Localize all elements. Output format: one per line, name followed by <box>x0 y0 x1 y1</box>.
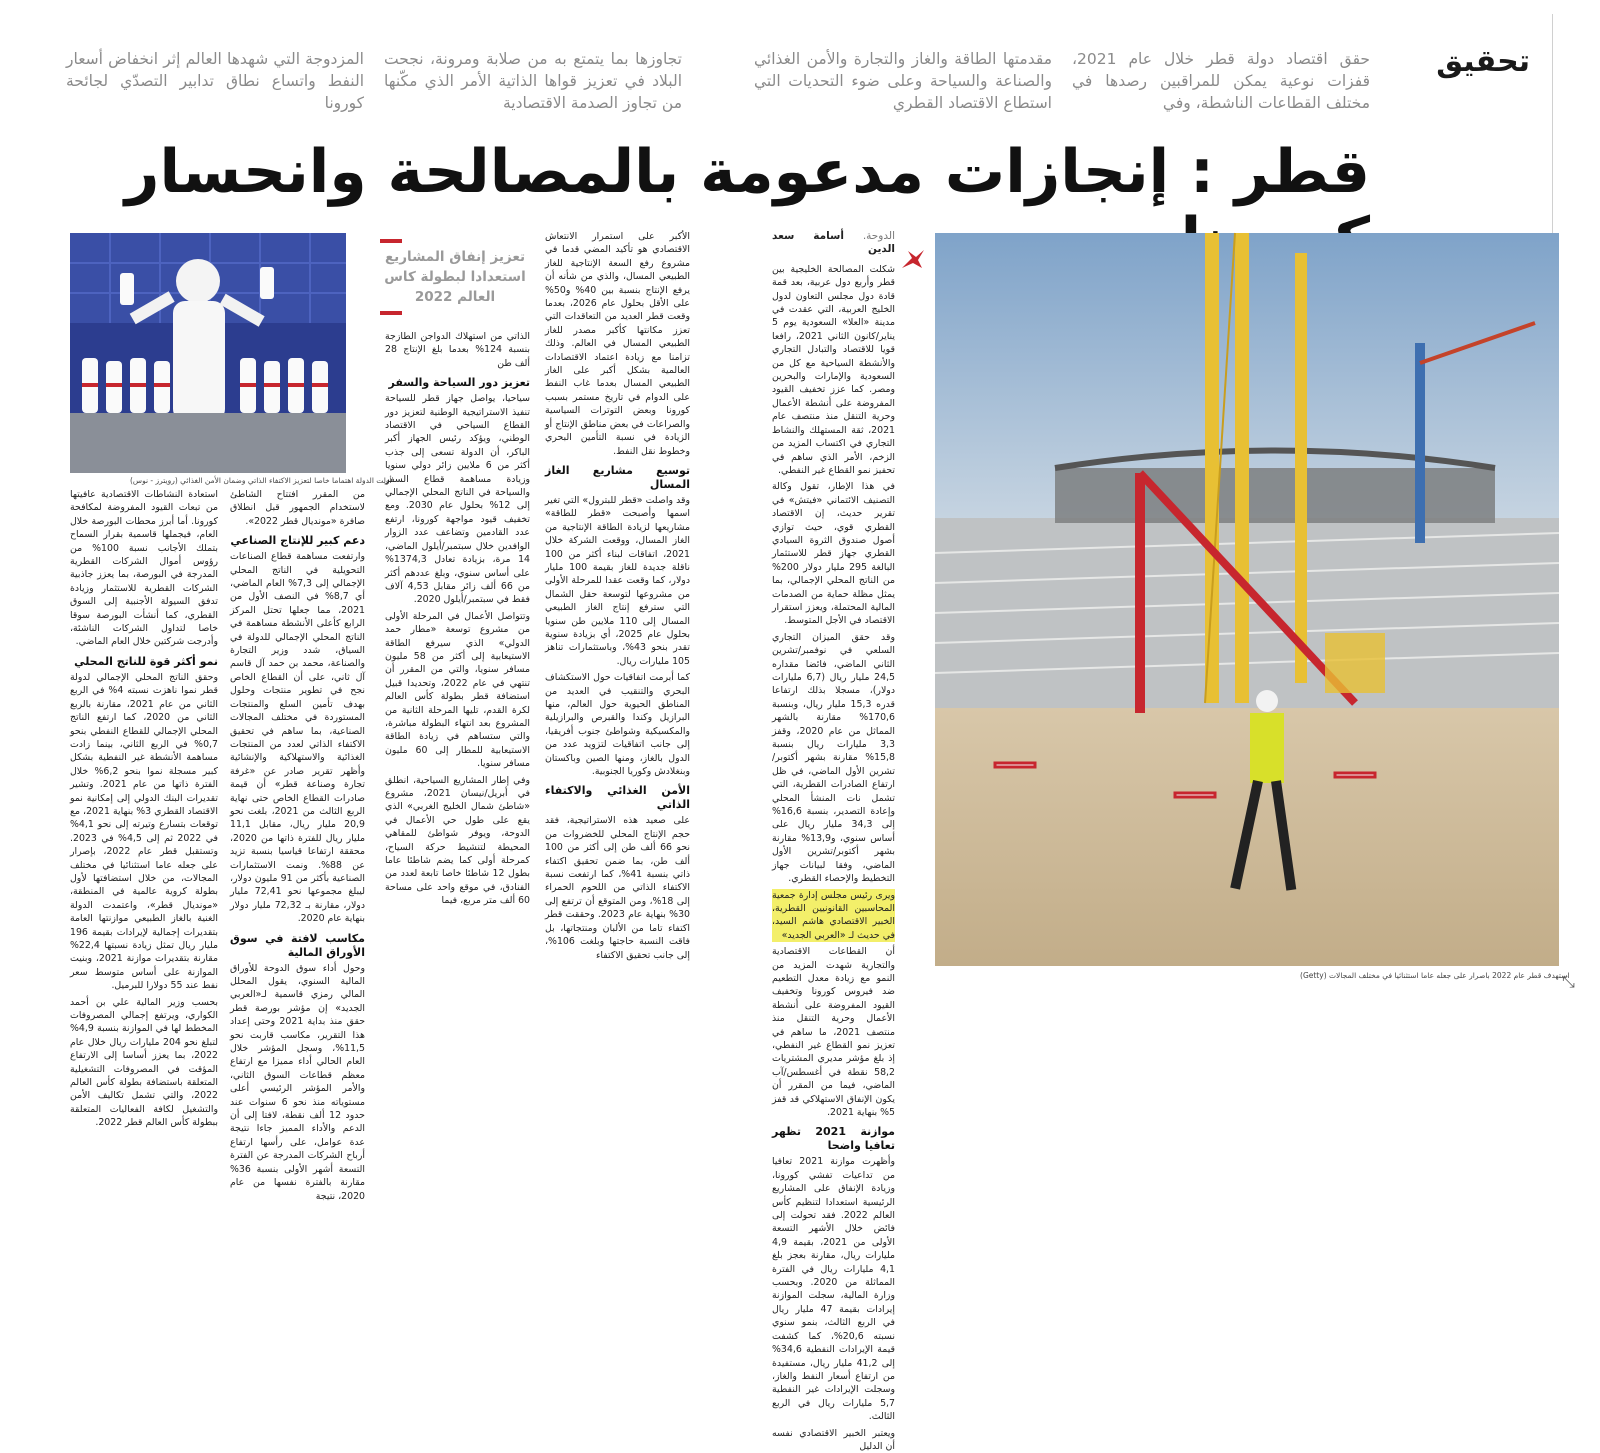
paragraph: وارتفعت مساهمة قطاع الصناعات التحويلية في الناتج المحلي الإجمالي إلى 7,3% العام الماضي، أي 8,7% في النصف الأول من 2021، مما جعلها تحتل المركز الرابع كأعلى الأنشطة مساهمة في الناتج المحلي الإجمالي للدولة في السياق، شدد وزير التجارة والصناعة، محمد بن حمد آل قاسم آل ثاني، على أن القطاع الخاص نجح في تطوير منتجات وحلول بهدف تأمين السلع والمنتجات المستوردة في مختلف المجالات الصناعية، بما ساهم في تحقيق الاكتفاء الذاتي لعدد من المنتجات الغذائية والاستهلاكية والإنشائية وأظهر تقرير صادر عن «غرفة تجارة وصناعة قطر» أن قيمة صادرات القطاع الخاص حتى نهاية الربع الثالث من 2021، بلغت نحو 20,9 مليار ريال، مقابل 11,1 مليار ريال للفترة ذاتها من 2020، محققة ارتفاعا قياسيا بنسبة تزيد عن 88%. ونمت الاستثمارات الصناعية بأكثر من 91 مليون دولار، ليبلغ مجموعها نحو 72,41 مليار دولار، مقارنة بـ 72,32 مليار دولار بنهاية عام 2020. <box>230 551 365 925</box>
subheading: موازنة 2021 تظهر تعافيا واضحا <box>772 1125 895 1153</box>
subheading: تعزيز دور السياحة والسفر <box>388 376 530 390</box>
byline <box>772 230 895 257</box>
paragraph: سياحيا، يواصل جهاز قطر للسياحة تنفيذ الاستراتيجية الوطنية لتعزيز دور القطاع السياحي في الاقتصاد الوطني، ويؤكد رئيس الجهاز أكبر الباكر، أن الدولة تسعى إلى جذب أكثر من 6 ملايين زائر دولي سنويا وزيادة مساهمة قطاع السفر والسياحة في الناتج المحلي الإجمالي إلى 12% بحلول عام 2030. ومع تخفيف قيود مواجهة كورونا، ارتفع عدد القادمين وتضاعف عدد الزوار الوافدين خلال سبتمبر/أيلول الماضي، 14 مرة، بزيادة تعادل 1374,3% على أساس سنوي، وبلغ عددهم أكثر من 66 ألف زائر مقابل 4,53 آلاف فقط في سبتمبر/أيلول 2020. <box>385 393 531 606</box>
article-column-1 <box>772 230 896 1452</box>
factory-photo-caption: أولت الدولة اهتماما خاصا لتعزيز الاكتفاء الذاتي وضمان الأمن الغذائي (رويترز - نوس) <box>130 476 392 485</box>
paragraph: على صعيد هذه الاستراتيجية، فقد حجم الإنتاج المحلي للخضروات من نحو 66 ألف طن إلى أكثر من 100 ألف طن، بما ضمن تحقيق اكتفاء ذاتي بنسبة 41%، كما ارتفعت نسبة الاكتفاء الذاتي من اللحوم الحمراء إلى 18%، ومن المتوقع أن ترتفع إلى 30% بنهاية عام 2023. وحققت قطر اكتفاء تاما من الألبان ومنتجاتها، بل فاقت النسبة حاجتها وبلغت 106%، إلى جانب تحقيق الاكتفاء <box>545 815 691 961</box>
paragraph: أن القطاعات الاقتصادية والتجارية شهدت المزيد من النمو مع زيادة معدل التطعيم ضد فيروس كورونا وتخفيف القيود المفروضة على أنشطة الأعمال وحرية التنقل منذ منتصف 2021، ما ساهم في تعزيز نمو القطاع غير النفطي، إذ بلغ مؤشر مديري المشتريات 58,2 نقطة في أغسطس/آب الماضي، فيما من المقرر أن يكون الإنفاق الاستهلاكي قد قفز 5% بنهاية 2021. <box>772 946 895 1118</box>
article-column-4 <box>230 488 366 1202</box>
highlighted-quote: ويرى رئيس مجلس إدارة جمعية المحاسبين القانونيين القطرية، الخبير الاقتصادي هاشم السيد، في حديث لـ «العربي الجديد» <box>772 889 895 941</box>
paragraph: وحول أداء سوق الدوحة للأوراق المالية السنوي، يقول المحلل المالي رمزي قاسمية لـ«العربي الجديد» إن مؤشر بورصة قطر حقق منذ بداية 2021 وحتى إعداد هذا التقرير، مكاسب قاربت نحو 11,5%، وسجل المؤشر خلال العام الحالي أداء مميزا مع ارتفاع معظم قطاعات السوق الثاني، والأمر المؤشر الرئيسي أعلى مستوياته منذ نحو 6 سنوات عند حدود 12 ألف نقطة، لافتا إلى أن الدعم والأداء المميز جاءا نتيجة عدة عوامل، على رأسها ارتفاع أرباح الشركات المدرجة عن الفترة التسعة أشهر الأولى بنسبة 36% مقارنة بالفترة نفسها من عام 2020، نتيجة <box>230 962 366 1202</box>
pull-quote <box>380 235 530 319</box>
pull-quote-bottom-bar <box>380 311 402 315</box>
paragraph: وتتواصل الأعمال في المرحلة الأولى من مشروع توسعة «مطار حمد الدولي» الذي سيرفع الطاقة الاستيعابية إلى أكثر من 58 مليون مسافر سنويا، والتي من المقرر أن تنتهي في عام 2022، وتحديدا قبيل استضافة قطر بطولة كأس العالم لكرة القدم، تليها المرحلة الثانية من المشروع بعد انتهاء البطولة مباشرة، والتي ستساهم في زيادة الطاقة الاستيعابية للمطار إلى 60 مليون مسافر سنويا. <box>385 610 530 770</box>
paragraph: ويعتبر الخبير الاقتصادي نفسه أن الدليل <box>772 1427 895 1452</box>
article-column-5 <box>70 488 218 1129</box>
stadium-photo-caption: استهدف قطر عام 2022 باصرار على جعله عاما استثنائيا في مختلف المجالات (Getty) <box>1300 971 1570 980</box>
intro-column-3: تجاوزها بما يتمتع به من صلابة ومرونة، نجحت البلاد في تعزيز قواها الذاتية الأمر الذي مكّنها من تجاوز الصدمة الاقتصادية <box>384 50 682 112</box>
intro-column-4: المزدوجة التي شهدها العالم إثر انخفاض أسعار النفط واتساع نطاق تدابير التصدّي لجائحة كورونا <box>66 50 364 112</box>
paragraph: كما أبرمت اتفاقيات حول الاستكشاف البحري والتنقيب في العديد من المناطق الحيوية حول العالم، منها البرازيل وكندا والقبرص والبرازيلية والمكسيكية وشواطئ جنوب أفريقيا، إلى جانب اتفاقيات لتزويد عدد من الدول بالغاز، ومنها الصين وباكستان وبنغلادش وكوريا الجنوبية. <box>545 672 690 778</box>
pull-quote-top-bar <box>380 239 402 243</box>
paragraph: الأكبر على استمرار الانتعاش الاقتصادي هو تأكيد المضي قدما في مشروع رفع السعة الإنتاجية للغاز الطبيعي المسال، والذي من شأنه أن يرفع الإنتاج بنسبة بين 40% و50% على الأقل بحلول عام 2026، بعدما وقعت قطر العديد من التعاقدات التي تعزز مكانتها كأكبر مصدر للغاز الطبيعي المسال في العالم. وذلك تزامنا مع زيادة اعتماد الاقتصادات العالمية بشكل أكبر على الغاز الطبيعي المسال بعدما غاب النفط على الدوام في تاريخ مستمر بسبب كورونا وبعض التوترات السياسية والصراعات في بعض مناطق الإنتاج أو الزيادة في نسبة التأمين البحري وخطوط نقل النفط. <box>545 231 691 457</box>
subheading: نمو أكثر قوة للناتج المحلي <box>74 654 218 668</box>
paragraph: شكلت المصالحة الخليجية بين قطر وأربع دول عربية، بعد قمة قادة دول مجلس التعاون لدول الخليج العربية، التي عقدت في مدينة «العلا» السعودية يوم 5 يناير/كانون الثاني 2021، رافعا قويا للاقتصاد والتبادل التجاري والأنشطة السياحية مع كل من السعودية والإمارات والبحرين ومصر. كما عزز تخفيف القيود المفروضة على أنشطة الأعمال وحرية التنقل منذ منتصف عام 2021، ثقة المستهلك والنشاط التجاري في اكتساب المزيد من الزخم، الأمر الذي ساهم في تحفيز نمو القطاع غير النفطي. <box>772 263 895 476</box>
paragraph: استعادة النشاطات الاقتصادية عافيتها من تبعات القيود المفروضة لمكافحة كورونا. أما أبرز محطات البورصة خلال العام، فيجملها قاسمية بقرار السماح بتملك الأجانب نسبة 100% من رؤوس أموال الشركات القطرية المدرجة في البورصة، بما يعزز جاذبية الشركات القطرية للاستثمار وزيادة تدفق السيولة الأجنبية إلى السوق القطري، كما أنشأت البورصة سوقا خاصا لتداول الشركات الناشئة، وأدرجت شركتين خلال العام الماضي. <box>70 489 218 648</box>
paragraph: في هذا الإطار، تقول وكالة التصنيف الائتماني «فيتش» في تقرير حديث، إن الاقتصاد القطري قوي، حيث توازي أصول صندوق الثروة السيادي القطري جهاز قطر للاستثمار البالغة 295 مليار دولار 200% من الناتج المحلي الإجمالي، بما يمثل مظلة حماية من الصدمات المالية المحتملة، ويعزز استقرار الاقتصاد في الأجل المتوسط. <box>772 481 895 627</box>
paragraph: وحقق الناتج المحلي الإجمالي لدولة قطر نموا ناهزت نسبته 4% في الربع الثاني من عام 2021، مقارنة بالربع الثاني من 2020، كما ارتفع الناتج المحلي الإجمالي للقطاع النفطي بنحو 0,7% في الربع الثاني، بينما زادت مساهمة الأنشطة غير النفطية بشكل كبير مسجلة نموا بنحو 6,2% خلال الفترة ذاتها من عام 2021. وتشير تقديرات البنك الدولي إلى إمكانية نمو الاقتصاد القطري 3% بنهاية 2021، مع توقعات بتسارع وتيرته إلى نحو 4,1% في 2022 ثم إلى 4,5% في 2023. وتستقبل قطر عام 2022، بإصرار على جعله عاما استثنائيا في مختلف المجالات، من خلال استضافتها لأول بطولة كروية عالمية في المنطقة، «مونديال قطر»، واعتمدت الدولة الغنية بالغاز الطبيعي موازنتها العامة بتقديرات إجمالية لإيرادات بقيمة 196 مليار ريال تمثل زيادة نسبتها 22,4% مقارنة بتقديرات موازنة 2021، وبنيت الموازنة على أساس متوسط سعر نفط عند 55 دولارا للبرميل. <box>70 671 218 992</box>
subheading: مكاسب لافتة في سوق الأوراق المالية <box>230 931 365 959</box>
stadium-photo <box>935 233 1559 966</box>
subheading: توسيع مشاريع الغاز المسال <box>545 463 690 491</box>
expand-arrows-icon[interactable]: ⤡ <box>1562 972 1575 991</box>
paragraph: من المقرر افتتاح الشاطئ لاستخدام الجمهور قبل انطلاق صافرة «مونديال قطر 2022». <box>230 489 365 527</box>
section-label: تحقيق <box>1436 44 1530 79</box>
article-column-3 <box>385 330 531 907</box>
intro-column-2: مقدمتها الطاقة والغاز والتجارة والأمن الغذائي والصناعة والسياحة وعلى ضوء التحديات التي استطاع الاقتصاد القطري <box>754 50 1052 112</box>
byline-city: الدوحة. <box>862 230 895 242</box>
paragraph: وأظهرت موازنة 2021 تعافيا من تداعيات تفشي كورونا، وزيادة الإنفاق على المشاريع الرئيسية استعدادا لتنظيم كأس العالم 2022. فقد تحولت إلى فائض خلال الأشهر التسعة الأولى من 2021، بقيمة 4,9 مليارات ريال، مقارنة بعجز بلغ 4,1 مليارات ريال في الفترة المماثلة من 2020. وبحسب وزارة المالية، سجلت الموازنة إيرادات بقيمة 47 مليار ريال في الربع الثالث، بنمو سنوي نسبته 20,6%، كما كشفت قيمة الإيرادات النفطية 34,6% إلى 41,2 مليار ريال، مستفيدة من ارتفاع أسعار النفط والغاز، وسجلت الإيرادات غير النفطية 5,7 مليارات ريال في الربع الثالث. <box>772 1156 896 1423</box>
intro-column-1: حقق اقتصاد دولة قطر خلال عام 2021، قفزات نوعية يمكن للمراقبين رصدها في مختلف القطاعات الناشطة، وفي <box>1072 50 1370 112</box>
paragraph: وفي إطار المشاريع السياحية، انطلق في أبريل/نيسان 2021، مشروع «شاطئ شمال الخليج الغربي» الذي يقع على طول حي الأعمال في الدوحة، ويوفر شواطئ للمقاهي المحيطة لتنشيط حركة السياح، كمرحلة أولى كما يضم شاطئا عاما بطول 12 شاطئا خاصا تابعة لعدد من الفنادق، في موقع واحد على مساحة 60 ألف متر مربع، فيما <box>385 774 531 907</box>
byline-author: أسامة سعد الدين <box>772 230 895 256</box>
bird-icon <box>900 248 926 272</box>
article-column-2 <box>545 230 691 961</box>
subheading: الأمن الغذائي والاكتفاء الذاتي <box>545 784 690 812</box>
paragraph: وقد واصلت «قطر للبترول» التي تغير اسمها وأصبحت «قطر للطاقة» مشاريعها لزيادة الطاقة الإنتاجية من الغاز المسال، ووقعت الشركة خلال 2021، اتفاقات لبناء أكثر من 100 ناقلة جديدة للغاز بقيمة 100 مليار دولار، كما وقعت عقدا للمرحلة الأولى من مشروعها لتوسعة حقل الشمال التي سترفع إنتاج الغاز الطبيعي المسال إلى 110 ملايين طن سنويا بحلول عام 2025، أي بزيادة سنوية تقدر بنحو 43%، وباستثمارات تناهز 105 مليارات ريال. <box>545 494 691 667</box>
paragraph: الذاتي من استهلاك الدواجن الطازجة بنسبة 124% بعدما بلغ الإنتاج 28 ألف طن <box>385 331 531 369</box>
subheading: دعم كبير للإنتاج الصناعي <box>230 534 365 548</box>
headline: قطر : إنجازات مدعومة بالمصالحة وانحسار <box>124 137 1370 207</box>
pull-quote-text: تعزيز إنفاق المشاريع استعدادا لبطولة كاس العالم 2022 <box>384 249 526 305</box>
paragraph: وقد حقق الميزان التجاري السلعي في نوفمبر/تشرين الثاني الماضي، فائضا مقداره 24,5 مليار ريال (6,7 مليارات دولار)، مسجلا بذلك ارتفاعا قدره 15,3 مليار ريال، وبنسبة 170,6% مقارنة بالشهر المماثل من عام 2020، وقفز 3,3 مليارات ريال بنسبة 15,8% مقارنة بشهر أكتوبر/تشرين الأول الماضي، في ظل ارتفاع الصادرات القطرية، التي تشمل نات المنشأ المحلي وإعادة التصدير، بنسبة 16,6% إلى 34,3 مليار ريال على أساس سنوي، و13,9% مقارنة بشهر أكتوبر/تشرين الأول الماضي، وفقا لبيانات جهاز التخطيط والإحصاء القطري. <box>772 631 896 885</box>
dairy-factory-photo <box>70 233 346 473</box>
paragraph: بحسب وزير المالية علي بن أحمد الكواري، ويرتفع إجمالي المصروفات المخطط لها في الموازنة بنسبة 4,9% لتبلغ نحو 204 مليارات ريال خلال عام 2022، بما يعزز أساسا إلى الارتفاع المؤقت في المصروفات التشغيلية المتعلقة باستضافة بطولة كأس العالم 2022، والتي تشمل تكاليف الأمن والتشغيل لكافة الفعاليات المتعلقة ببطولة كأس العالم قطر 2022. <box>70 996 218 1129</box>
